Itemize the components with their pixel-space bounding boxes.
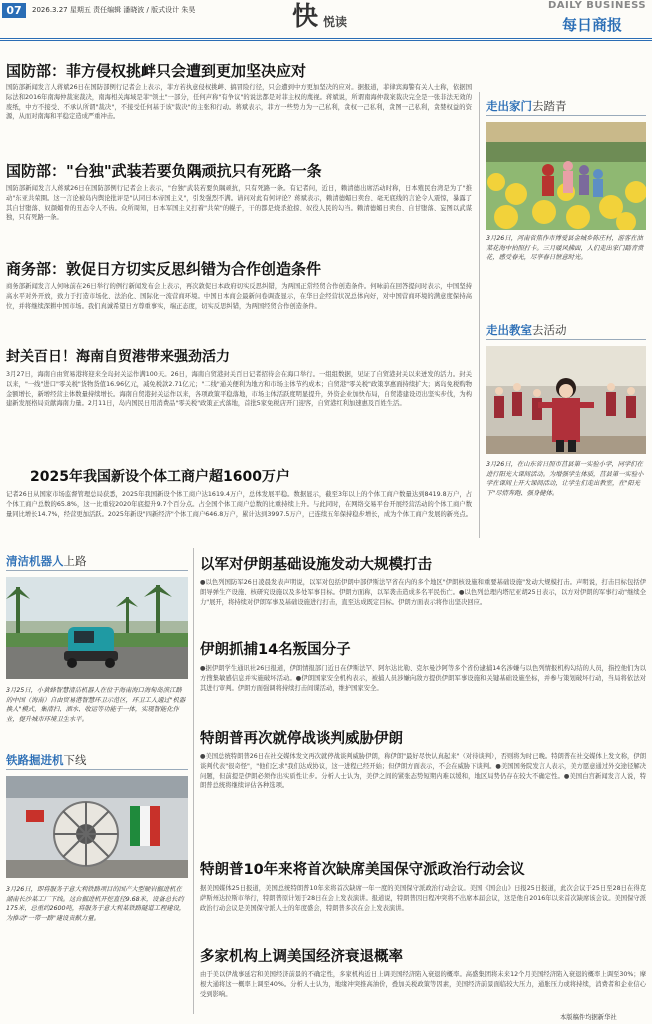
column-divider [193, 548, 194, 1014]
headline: 2025年我国新设个体工商户超1600万户 [30, 469, 290, 485]
footer-credit: 本版稿件均据新华社 [560, 1014, 617, 1021]
side-title-rule [6, 769, 188, 770]
side-title-rule [486, 115, 646, 116]
photo-school-activity [486, 346, 646, 454]
article-body: ●以色列国防军26日凌晨发表声明说，以军对包括伊朗中部伊斯法罕省在内的多个地区"伊朗核设施和重要基础设施"发动大规模打击。声明说，打击目标包括伊朗导弹生产设施、核研究设施以及多处军事目标。伊朗方面称，以军袭击造成多名平民伤亡。●以色列总理内塔尼亚胡25日表示，以方对伊朗的军事行动"继续全力"展开，将持续对伊朗军事及基础设施进行打击，直至达成既定目标。伊朗方面表示将作出坚决回应。 [200, 579, 646, 606]
photo-tunnel-boring-machine [6, 776, 188, 878]
brand-english: DAILY BUSINESS [548, 0, 647, 11]
header-rule-2 [0, 40, 652, 41]
photo-caption: 3月26日，在山东省日照市莒县第一实验小学，同学们在进行阳光大课间活动。为增强学生体质，莒县第一实验小学在课间上开大课间活动，让学生们走出教室，在"阳光下"尽情奔跑、强身健体。 [486, 461, 644, 497]
column-divider [479, 92, 480, 538]
headline: 以军对伊朗基础设施发动大规模打击 [200, 557, 432, 573]
article-body: 商务部新闻发言人何咏前在26日举行的例行新闻发布会上表示，再次敦促日本政府切实反思纠错，为两国正常经贸合作创造条件。何咏前在回答提问时表示，中国坚持高水平对外开放，致力于打造市场化、法治化、国际化一流营商环境。中国日本商会最新问卷调查显示，在华日企经营状况总体向好，对中国营商环境的满意度保持高位，并将继续深耕中国市场。我们真诚希望日方尊重事实，端正态度，切实反思纠错，为两国经贸合作创造条件。 [6, 283, 472, 310]
headline: 商务部：敦促日方切实反思纠错为合作创造条件 [6, 260, 322, 278]
side-title: 走出家门去踏青 [486, 99, 567, 113]
side-title: 走出教室去活动 [486, 323, 567, 337]
side-title: 铁路掘进机下线 [6, 753, 87, 767]
photo-caption: 3月25日，小黄蜂智慧清洁机器人在位于海南海口海甸岛滨江路的中国（海南）自由贸易港智慧环卫示范区，环卫工人通过"机器换人"模式，集清扫、洒水、收运等功能于一体，实现智能化作业，提升城市环境卫生水平。 [6, 687, 186, 723]
section-logo-kuai: 快 [292, 2, 319, 32]
article-body: 记者26日从国家市场监督管理总局获悉，2025年我国新设个体工商户达1619.4万户，总体发展平稳。数据显示，截至3年以上的个体工商户数量达到8419.8万户，占个体工商户总数的65.8%，这一比重较2020年底提升9.7个百分点。占全国个体工商户总数的比重持续上升。与此同时，在网络交易平台开展经营活动的个体工商户数量同比增长14.7%，经营更加活跃。2025年新设"四新经济"个体工商户646.8万户，累计达到3997.5万户，已连续五年保持稳步增长，成为个体工商户发展的新亮点。 [6, 491, 472, 518]
headline: 特朗普再次就停战谈判威胁伊朗 [200, 731, 403, 747]
photo-caption: 3月26日，即将服务于意大利铁路项目的国产大型硬岩掘进机在湖南长沙某工厂下线。这台掘进机开挖直径9.68米，设备总长约175米，总重约2600吨，将服务于意大利某铁路隧道工程建设，为推动"一带一路"建设贡献力量。 [6, 886, 186, 922]
side-title-rule [486, 339, 646, 340]
photo-caption: 3月26日，河南省焦作市博爱县金城乡陈庄村，游客在油菜花海中拍照打卡。三月暖风拂面，人们走出家门踏青赏花，感受春光，尽享春日惬意时光。 [486, 235, 644, 262]
article-body: 国防部新闻发言人蒋斌26日在国防部例行记者会上表示，"台独"武装若要负隅顽抗，只有死路一条。有记者问，近日，赖清德出席活动时称，日本殖民台湾是为了"推动"东亚共荣圈。这一言论被岛内舆论批评是"认同日本帝国主义"，引发强烈不满。请问对此有何评论？蒋斌表示，赖清德媚日卖台、毫无底线的言论令人震惊，暴露了其自甘堕落、奴颜媚骨的丑态令人不齿。众所周知，日本军国主义打着"共荣"的幌子，干的都是烧杀抢掠、奴役人民的勾当。赖清德媚日卖台、自甘堕落、妄图以武谋独，只有死路一条。 [6, 185, 472, 222]
article-body: 3月27日，海南自由贸易港将迎来全岛封关运作满100天。26日，海南自贸港封关百日记者招待会在海口举行。一组组数据，见证了自贸港封关以来迸发的活力。封关以来，"一线"进口"零关税"货物货值16.96亿元，减免税款2.71亿元；"二线"通关便利为地方和市场主体节约成本；自贸港"零关税"政策享惠面持续扩大；离岛免税购物金额增长，新增经营主体数量持续增长。海南自贸港封关运作以来，各项政策平稳落地，市场主体活跃度明显提升，外资企业加快布局，自贸港建设迈出坚实步伐，为构建新发展格局贡献海南力量。2月11日，岛内国民日用消费品"零关税"政策正式落地，首批5家免税店开门迎客，自贸港红利加速惠及百姓生活。 [6, 371, 472, 408]
article-body: 国防部新闻发言人蒋斌26日在国防部例行记者会上表示，菲方若执意侵权挑衅、搞冒险行径，只会遭到中方更加坚决的应对。据报道，菲律宾海警有关人士称，依据国际法和2016年南海仲裁案裁决，南海相关海域是菲"领土"一部分，任何声称"有争议"的说法都是对菲主权的蔑视。蒋斌说，所谓南海仲裁案裁决完全是一张非法无效的废纸，中方不接受、不承认所谓"裁决"，不接受任何基于该"裁决"的主张和行动。蒋斌表示，菲方一些势力为一己私利，贪权一己私利，贪图一己私利，贪婪权益的资源，从而对南海和平稳定造成严重冲击。 [6, 84, 472, 121]
page-meta: 2026.3.27 星期五 责任编辑 潘晓波 / 版式设计 朱昊 [32, 6, 196, 14]
headline: 国防部：菲方侵权挑衅只会遭到更加坚决应对 [6, 62, 307, 80]
headline: 特朗普10年来将首次缺席美国保守派政治行动会议 [200, 862, 525, 878]
headline: 国防部："台独"武装若要负隅顽抗只有死路一条 [6, 162, 322, 180]
section-logo-yuedu: 悦读 [323, 15, 348, 29]
article-body: ●美国总统特朗普26日在社交媒体发文再次就停战谈判威胁伊朗，称伊朗"最好尽快认真起来"（对待谈判），否则将为时已晚。特朗普在社交媒体上发文称，伊朗谈判代表"很奇怪"，"他们乞求"我们达成协议，这一进程已经开始；但伊朗方面表示，不会在威胁下谈判。●美国国务院发言人表示，美方愿意通过外交途径解决问题，但前提是伊朗必须作出实质性让步。分析人士认为，美伊之间的紧张态势短期内难以缓和，地区局势仍存在较大不确定性。●美国白宫新闻发言人说，特朗普总统将继续评估各种选项。 [200, 753, 646, 790]
header-rule [0, 38, 652, 39]
photo-cleaning-robot [6, 577, 188, 679]
article-body: ●据伊朗学生通讯社26日报道，伊朗情报部门近日在伊斯法罕、阿尔达比勒、克尔曼沙阿等多个省份逮捕14名涉嫌与以色列情报机构勾结的人员，指控他们为以方搜集敏感信息并实施破坏活动。●伊朗国家安全机构表示，被捕人员涉嫌向敌方提供伊朗军事设施和关键基础设施坐标，并参与策划破坏行动，当局将依法对其进行审判。伊朗方面强调将持续打击间谍活动，维护国家安全。 [200, 665, 646, 692]
side-title-rule [6, 570, 188, 571]
side-title: 清洁机器人上路 [6, 554, 87, 568]
headline: 封关百日！海南自贸港带来强劲活力 [6, 349, 230, 365]
article-body: 据美国媒体25日报道，美国总统特朗普10年来将首次缺席一年一度的美国保守派政治行动会议。美国《国会山》日报25日报道，此次会议于25日至28日在得克萨斯州达拉斯市举行，特朗普原计划于28日在会上发表演讲。报道说，特朗普因日程冲突将不出席本届会议，这是他自2016年以来首次缺席该会议。美国保守派政治行动会议是美国保守派人士的年度盛会，特朗普多次在会上发表演讲。 [200, 885, 646, 912]
headline: 伊朗抓捕14名叛国分子 [200, 642, 351, 658]
headline: 多家机构上调美国经济衰退概率 [200, 949, 403, 965]
article-body: 由于美以伊战事延宕和美国经济前景的不确定性，多家机构近日上调美国经济陷入衰退的概率。高盛集团将未来12个月美国经济陷入衰退的概率上调至30%；摩根大通将这一概率上调至40%。分析人士认为，地缘冲突推高油价，叠加关税政策等因素，美国经济前景面临较大压力，通胀压力或将持续，消费者和企业信心受到影响。 [200, 971, 646, 998]
brand-chinese: 每日商报 [562, 16, 623, 34]
photo-spring-outing [486, 122, 646, 230]
page-number: 07 [2, 3, 26, 18]
